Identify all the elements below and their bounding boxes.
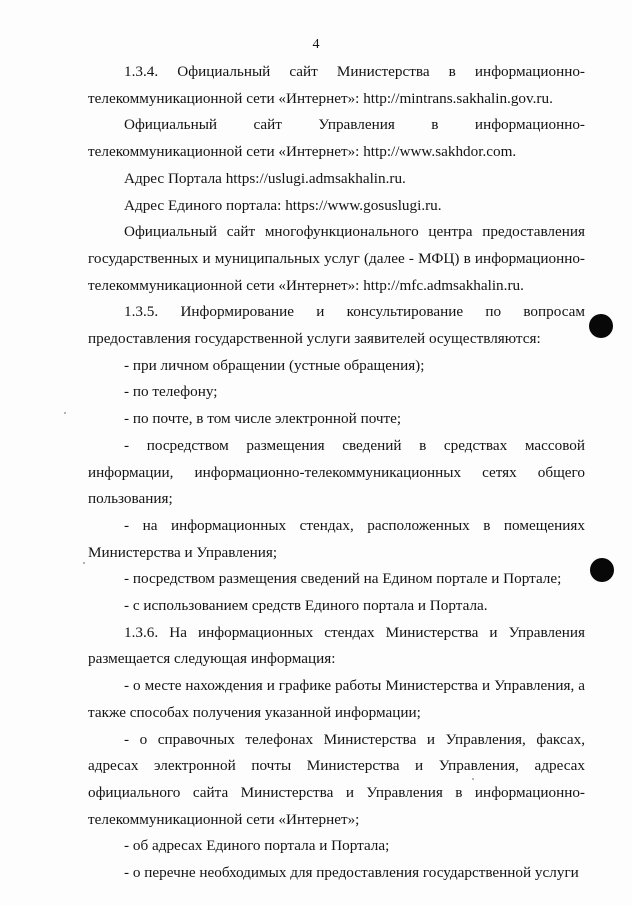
- list-item-mail: - по почте, в том числе электронной почте;: [124, 410, 402, 428]
- paragraph-unified-portal-address: Адрес Единого портала: https://www.gosuslugi.ru.: [124, 196, 442, 214]
- paragraph-mfc-site: Официальный сайт многофункционального центра предоставления государственных и муниципальных услуг (далее - МФЦ) в информационно-телекоммуникационной сети «Интернет»: http://mfc.admsakhalin.ru.: [88, 223, 585, 294]
- list-item-portal-addresses: - об адресах Единого портала и Портала;: [124, 837, 390, 855]
- binder-hole-mark-upper: [589, 314, 613, 338]
- document-body: [88, 59, 585, 887]
- list-item-phones-contacts: - о справочных телефонах Министерства и Управления, факсах, адресах электронной почты Министерства и Управления, адресах официального сайта Министерства и Управления в информационно-телекоммуникационной сети «Интернет»;: [88, 730, 585, 828]
- page-number: 4: [312, 37, 320, 52]
- paragraph-directorate-site: Официальный сайт Управления в информационно-телекоммуникационной сети «Интернет»: http://www.sakhdor.com.: [88, 116, 585, 161]
- paragraph-portal-address: Адрес Портала https://uslugi.admsakhalin.ru.: [124, 169, 406, 187]
- scan-speck: [472, 778, 474, 780]
- binder-hole-mark-lower: [590, 558, 614, 582]
- paragraph-1-3-6-info-stands: 1.3.6. На информационных стендах Министерства и Управления размещается следующая информация:: [88, 623, 585, 668]
- list-item-info-stands: - на информационных стендах, расположенных в помещениях Министерства и Управления;: [88, 516, 585, 561]
- list-item-phone: - по телефону;: [124, 383, 218, 401]
- list-item-portal-publication: - посредством размещения сведений на Едином портале и Портале;: [124, 570, 562, 588]
- list-item-mass-media: - посредством размещения сведений в средствах массовой информации, информационно-телекоммуникационных сетях общего пользования;: [88, 436, 585, 508]
- list-item-in-person: - при личном обращении (устные обращения);: [124, 356, 425, 374]
- scan-speck: [64, 412, 66, 414]
- list-item-portal-tools: - с использованием средств Единого портала и Портала.: [124, 597, 488, 615]
- paragraph-1-3-5-informing: 1.3.5. Информирование и консультирование по вопросам предоставления государственной услуги заявителей осуществляются:: [88, 303, 585, 348]
- list-item-required-documents: - о перечне необходимых для предоставления государственной услуги: [124, 864, 579, 882]
- paragraph-1-3-4-ministry-site: 1.3.4. Официальный сайт Министерства в информационно-телекоммуникационной сети «Интернет»: http://mintrans.sakhalin.gov.ru.: [88, 63, 585, 107]
- scan-speck: [83, 562, 85, 564]
- list-item-location-schedule: - о месте нахождения и графике работы Министерства и Управления, а также способах получения указанной информации;: [88, 677, 585, 721]
